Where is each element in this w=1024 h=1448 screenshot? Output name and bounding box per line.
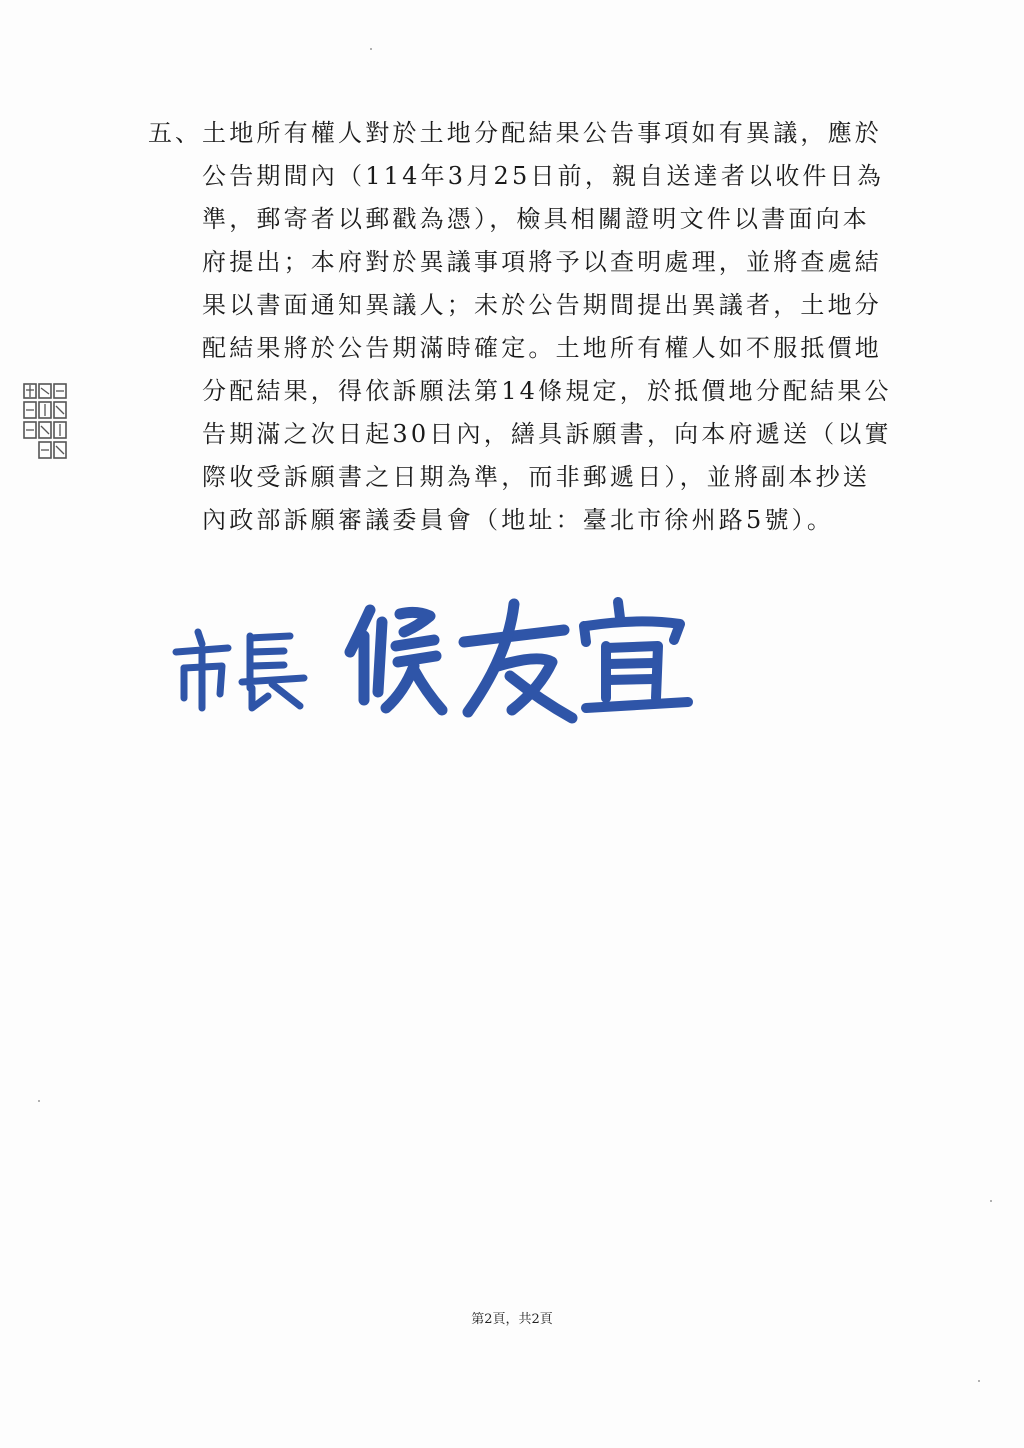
mayor-signature-stamp [168, 596, 698, 736]
section-line: 公告期間內（114年3月25日前，親自送達者以收件日為 [202, 162, 885, 190]
scan-speck [38, 1100, 40, 1102]
section-line: 告期滿之次日起30日內，繕具訴願書，向本府遞送（以實 [202, 420, 892, 448]
section-line: 分配結果，得依訴願法第14條規定，於抵價地分配結果公 [202, 377, 892, 405]
section-line: 府提出；本府對於異議事項將予以查明處理，並將查處結 [202, 248, 882, 276]
section-line: 果以書面通知異議人；未於公告期間提出異議者，土地分 [202, 291, 882, 319]
section-line: 際收受訴願書之日期為準，而非郵遞日），並將副本抄送 [202, 463, 870, 491]
section-line: 配結果將於公告期滿時確定。土地所有權人如不服抵價地 [202, 334, 882, 362]
scan-speck [370, 48, 372, 50]
section-number: 五、 [148, 119, 202, 147]
seal-stamp-icon [22, 382, 68, 460]
section-line: 內政部訴願審議委員會（地址：臺北市徐州路5號）。 [202, 506, 835, 534]
section-body [202, 112, 892, 542]
scan-speck [990, 1200, 992, 1202]
scan-speck [978, 1380, 980, 1382]
page-number-footer: 第2頁，共2頁 [471, 1312, 553, 1327]
section-line: 準，郵寄者以郵戳為憑），檢具相關證明文件以書面向本 [202, 205, 870, 233]
section-line: 土地所有權人對於土地分配結果公告事項如有異議，應於 [202, 119, 882, 147]
